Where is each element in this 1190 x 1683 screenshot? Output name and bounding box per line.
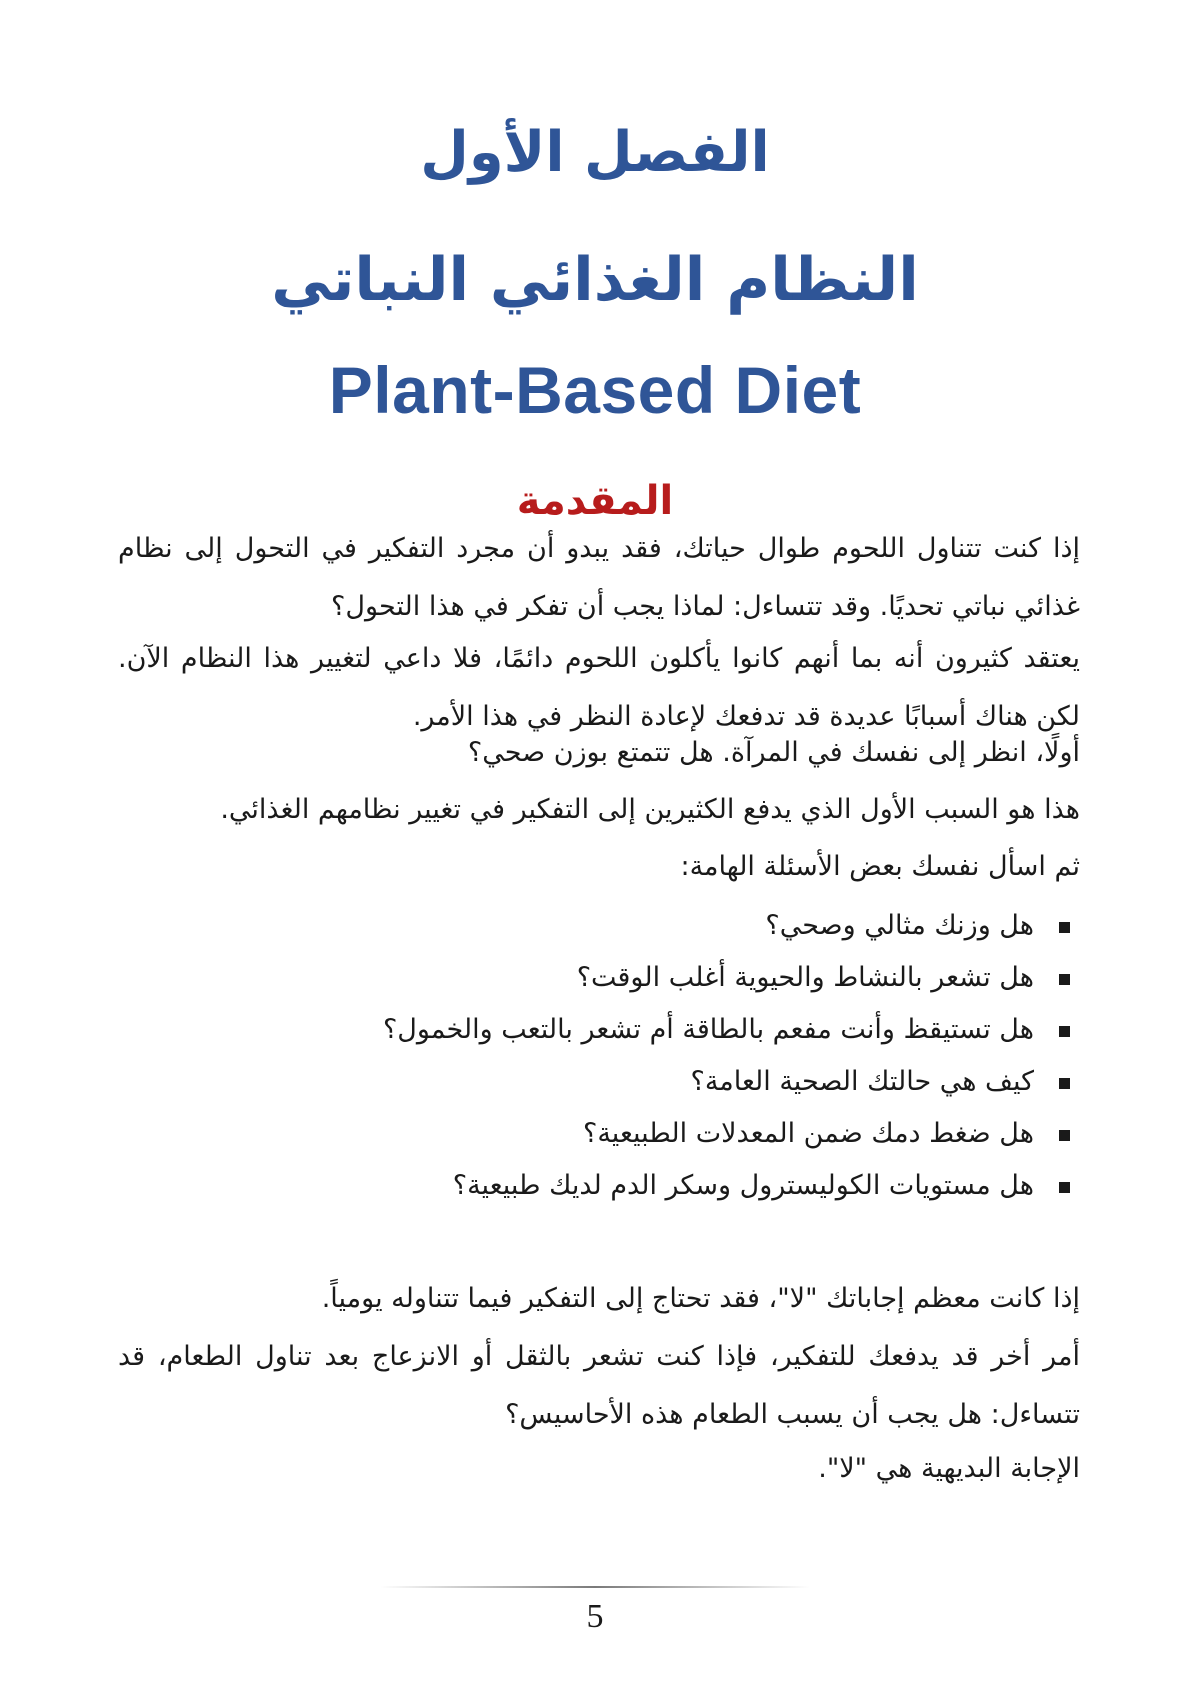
section-title: المقدمة [516,478,674,524]
square-bullet-icon [1059,974,1070,985]
paragraph-1: إذا كنت تتناول اللحوم طوال حياتك، فقد يبدو أن مجرد التفكير في التحول إلى نظام غذائي نباتي تحديًا. وقد تتساءل: لماذا يجب أن تفكر في هذا التحول؟ [118,533,1080,622]
question-text: هل ضغط دمك ضمن المعدلات الطبيعية؟ [582,1118,1034,1149]
list-item [118,952,1080,1004]
square-bullet-icon [1059,1182,1070,1193]
paragraph-8: الإجابة البديهية هي "لا". [818,1453,1080,1484]
question-text: هل مستويات الكوليسترول وسكر الدم لديك طبيعية؟ [452,1170,1034,1201]
list-item [118,1056,1080,1108]
list-item [118,1160,1080,1212]
paragraph-block-4 [118,781,1080,839]
paragraph-block-5 [118,838,1080,896]
page-number: 5 [586,1598,604,1635]
square-bullet-icon [1059,1130,1070,1141]
arabic-title: النظام الغذائي النباتي [271,245,919,315]
question-text: هل وزنك مثالي وصحي؟ [765,910,1034,941]
english-title: Plant-Based Diet [328,353,862,427]
chapter-title: الفصل الأول [420,120,770,185]
paragraph-6: إذا كانت معظم إجاباتك "لا"، فقد تحتاج إلى التفكير فيما تتناوله يومياً. [321,1283,1080,1314]
paragraph-5: ثم اسأل نفسك بعض الأسئلة الهامة: [680,851,1080,882]
square-bullet-icon [1059,922,1070,933]
square-bullet-icon [1059,1026,1070,1037]
list-item [118,1108,1080,1160]
question-text: هل تستيقظ وأنت مفعم بالطاقة أم تشعر بالتعب والخمول؟ [382,1014,1034,1045]
footer-divider [380,1586,810,1588]
square-bullet-icon [1059,1078,1070,1089]
question-text: هل تشعر بالنشاط والحيوية أغلب الوقت؟ [576,962,1034,993]
paragraph-block-3 [118,724,1080,782]
question-text: كيف هي حالتك الصحية العامة؟ [690,1066,1034,1097]
paragraph-block-6 [118,1270,1080,1328]
paragraph-3: أولًا، انظر إلى نفسك في المرآة. هل تتمتع بوزن صحي؟ [467,737,1080,768]
paragraph-block-7 [118,1328,1080,1444]
intro-paragraphs [118,520,1080,636]
paragraph-2: يعتقد كثيرون أنه بما أنهم كانوا يأكلون اللحوم دائمًا، فلا داعي لتغيير هذا النظام الآن. لكن هناك أسبابًا عديدة قد تدفعك لإعادة النظر في هذا الأمر. [118,643,1080,732]
paragraph-4: هذا هو السبب الأول الذي يدفع الكثيرين إلى التفكير في تغيير نظامهم الغذائي. [220,794,1080,825]
list-item [118,900,1080,952]
paragraph-7: أمر أخر قد يدفعك للتفكير، فإذا كنت تشعر بالثقل أو الانزعاج بعد تناول الطعام، قد تتساءل: هل يجب أن يسبب الطعام هذه الأحاسيس؟ [118,1341,1080,1430]
list-item [118,1004,1080,1056]
questions-list [118,900,1080,1212]
paragraph-block-8 [118,1440,1080,1498]
